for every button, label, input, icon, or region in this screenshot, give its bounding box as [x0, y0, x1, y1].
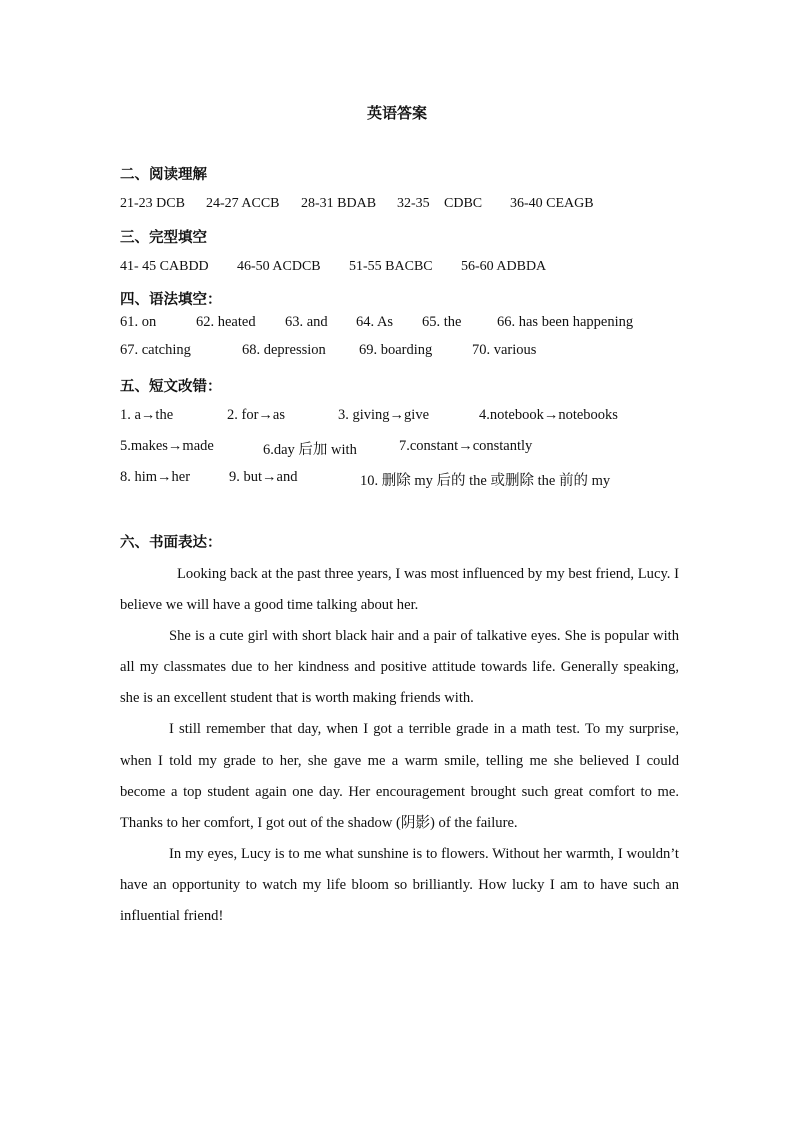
- essay-body: [120, 559, 679, 932]
- answer-item: 41- 45 CABDD: [120, 259, 209, 274]
- answer-item: 36-40 CEAGB: [510, 196, 594, 211]
- essay-paragraph: Looking back at the past three years, I was most influenced by my best friend, Lucy. I believe we will have a good time talking about her.: [120, 566, 679, 614]
- essay-paragraph: She is a cute girl with short black hair and a pair of talkative eyes. She is popular with all my classmates due to her kindness and positive attitude towards life. Generally speaking, she is an excellent student that is worth making friends with.: [120, 628, 679, 707]
- answer-item: 67. catching: [120, 342, 191, 358]
- answer-item: 2. for→as: [227, 407, 285, 423]
- answer-item: 21-23 DCB: [120, 196, 185, 211]
- answer-item: 5.makes→made: [120, 438, 214, 454]
- answer-item: CDBC: [444, 196, 483, 211]
- answer-item: 9. but→and: [229, 469, 298, 485]
- answer-item: 7.constant→constantly: [399, 438, 533, 454]
- answer-item: 51-55 BACBC: [349, 259, 433, 274]
- answer-item: 3. giving→give: [338, 407, 430, 423]
- answer-item: 69. boarding: [359, 342, 433, 358]
- cloze-heading: 三、完型填空: [120, 230, 207, 246]
- answer-item: 65. the: [422, 314, 462, 330]
- answer-item: 62. heated: [196, 314, 256, 330]
- answer-item: 46-50 ACDCB: [237, 259, 321, 274]
- reading-heading: 二、阅读理解: [120, 167, 207, 183]
- answer-item: 56-60 ADBDA: [461, 259, 547, 274]
- answer-item: 4.notebook→notebooks: [479, 407, 618, 423]
- answer-item: 32-35: [397, 196, 430, 211]
- answer-item: 8. him→her: [120, 469, 191, 485]
- answer-item: 61. on: [120, 314, 157, 330]
- grammar-heading: 四、语法填空：: [120, 292, 222, 308]
- answer-item: 24-27 ACCB: [206, 196, 280, 211]
- answer-item: 10. 删除 my 后的 the 或删除 the 前的 my: [360, 473, 611, 489]
- essay-paragraph: I still remember that day, when I got a terrible grade in a math test. To my surprise, when I told my grade to her, she gave me a warm smile, telling me she believed I could become a top student again one day. Her encouragement brought such great comfort to me. Thanks to her comfort, I got out of the shadow (阴影) of the failure.: [120, 721, 679, 831]
- writing-heading: 六、书面表达：: [120, 535, 222, 551]
- answer-item: 28-31 BDAB: [301, 196, 377, 211]
- answer-item: 6.day 后加 with: [263, 442, 357, 458]
- answer-item: 1. a→the: [120, 407, 174, 423]
- correction-heading: 五、短文改错：: [120, 379, 222, 395]
- answer-item: 70. various: [472, 342, 537, 358]
- answer-item: 63. and: [285, 314, 328, 330]
- answer-item: 68. depression: [242, 342, 326, 358]
- answer-item: 64. As: [356, 314, 394, 330]
- page-title: 英语答案: [366, 104, 427, 122]
- essay-paragraph: In my eyes, Lucy is to me what sunshine is to flowers. Without her warmth, I wouldn’t have an opportunity to watch my life bloom so brilliantly. How lucky I am to have such an influential friend!: [120, 845, 679, 925]
- answer-item: 66. has been happening: [497, 314, 634, 330]
